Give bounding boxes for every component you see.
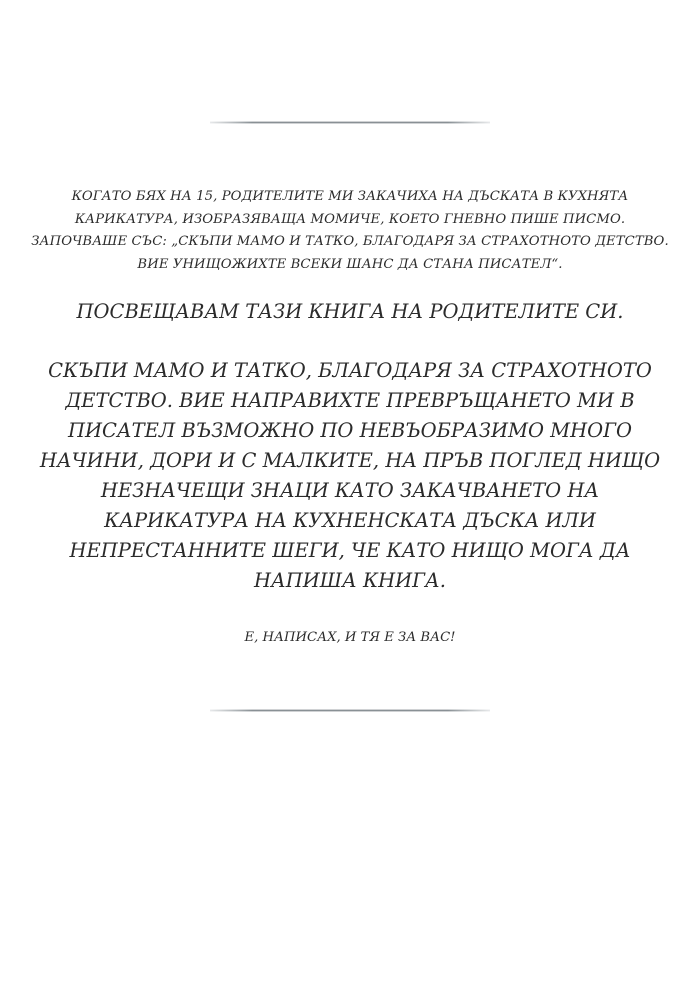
dedication-body-paragraph: СКЪПИ МАМО И ТАТКО, БЛАГОДАРЯ ЗА СТРАХОТНОТО ДЕТСТВО. ВИЕ НАПРАВИХТЕ ПРЕВРЪЩАНЕТО МИ В ПИСАТЕЛ ВЪЗМОЖНО ПО НЕВЪОБРАЗИМО МНОГО НАЧИНИ, ДОРИ И С МАЛКИТЕ, НА ПРЪВ ПОГЛЕД НИЩО НЕЗНАЧЕЩИ ЗНАЦИ КАТО ЗАКАЧВАНЕТО НА КАРИКАТУРА НА КУХНЕНСКАТА ДЪСКА ИЛИ НЕПРЕСТАННИТЕ ШЕГИ, ЧЕ КАТО НИЩО МОГА ДА НАПИША КНИГА. <box>39 359 661 592</box>
top-divider <box>210 121 490 124</box>
intro-paragraph: КОГАТО БЯХ НА 15, РОДИТЕЛИТЕ МИ ЗАКАЧИХА НА ДЪСКАТА В КУХНЯТА КАРИКАТУРА, ИЗОБРАЗЯВАЩА МОМИЧЕ, КОЕТО ГНЕВНО ПИШЕ ПИСМО. ЗАПОЧВАШЕ СЪС: „СКЪПИ МАМО И ТАТКО, БЛАГОДАРЯ ЗА СТРАХОТНОТО ДЕТСТВО. ВИЕ УНИЩОЖИХТЕ ВСЕКИ ШАНС ДА СТАНА ПИСАТЕЛ“. <box>31 189 669 272</box>
closing-line: Е, НАПИСАХ, И ТЯ Е ЗА ВАС! <box>244 630 456 645</box>
dedication-line: ПОСВЕЩАВАМ ТАЗИ КНИГА НА РОДИТЕЛИТЕ СИ. <box>76 300 624 323</box>
bottom-divider <box>210 709 490 712</box>
